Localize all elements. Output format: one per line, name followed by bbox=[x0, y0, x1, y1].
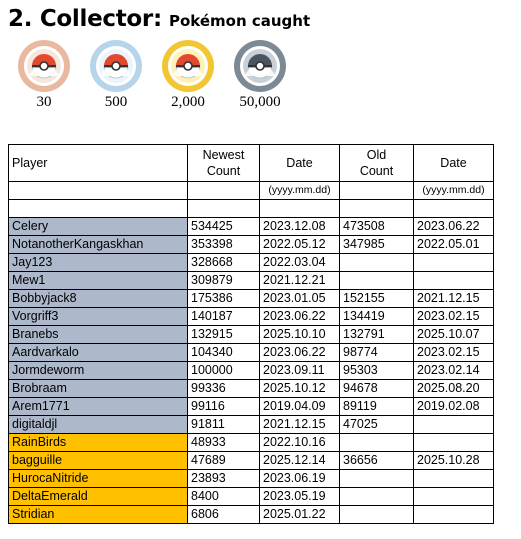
table-row bbox=[9, 452, 494, 470]
table-row bbox=[9, 470, 494, 488]
medal-threshold-label: 500 bbox=[104, 94, 128, 110]
newest-count-cell: 104340 bbox=[188, 344, 260, 362]
player-name-cell: digitaldjl bbox=[9, 416, 188, 434]
table-row bbox=[9, 506, 494, 524]
newest-count-cell: 6806 bbox=[188, 506, 260, 524]
newest-count-cell: 8400 bbox=[188, 488, 260, 506]
table-row bbox=[9, 434, 494, 452]
date-cell: 2025.10.12 bbox=[260, 380, 340, 398]
newest-count-header bbox=[188, 145, 260, 182]
date-cell: 2023.05.19 bbox=[260, 488, 340, 506]
leaderboard-table bbox=[8, 144, 494, 524]
table-row bbox=[9, 236, 494, 254]
date-cell: 2021.12.15 bbox=[260, 416, 340, 434]
medal-threshold-label: 50,000 bbox=[239, 94, 281, 110]
newest-count-cell: 175386 bbox=[188, 290, 260, 308]
player-name-cell: Vorgriff3 bbox=[9, 308, 188, 326]
old-date-cell bbox=[414, 506, 494, 524]
pokeball-medal-icon bbox=[160, 38, 216, 94]
old-header-line1: Old bbox=[366, 148, 387, 162]
old-date-cell: 2019.02.08 bbox=[414, 398, 494, 416]
newest-header-line1: Newest bbox=[202, 148, 245, 162]
old-count-cell bbox=[340, 488, 414, 506]
old-count-cell: 98774 bbox=[340, 344, 414, 362]
table-row bbox=[9, 272, 494, 290]
old-date-cell: 2022.05.01 bbox=[414, 236, 494, 254]
old-count-cell bbox=[340, 272, 414, 290]
old-date-cell bbox=[414, 488, 494, 506]
old-count-cell: 89119 bbox=[340, 398, 414, 416]
player-name-cell: Aardvarkalo bbox=[9, 344, 188, 362]
spacer-cell bbox=[260, 200, 340, 218]
newest-count-cell: 140187 bbox=[188, 308, 260, 326]
section-heading: 2. Collector: bbox=[8, 6, 162, 32]
player-header: Player bbox=[9, 145, 188, 182]
old-date-cell: 2023.02.15 bbox=[414, 344, 494, 362]
player-name-cell: NotanotherKangaskhan bbox=[9, 236, 188, 254]
page-title bbox=[8, 6, 310, 32]
player-name-cell: Jormdeworm bbox=[9, 362, 188, 380]
player-name-cell: Jay123 bbox=[9, 254, 188, 272]
player-name-cell: Mew1 bbox=[9, 272, 188, 290]
newest-count-cell: 132915 bbox=[188, 326, 260, 344]
player-name-cell: Celery bbox=[9, 218, 188, 236]
table-row bbox=[9, 488, 494, 506]
date-cell: 2025.12.14 bbox=[260, 452, 340, 470]
old-count-cell: 47025 bbox=[340, 416, 414, 434]
old-date-cell: 2023.02.15 bbox=[414, 308, 494, 326]
old-date-cell bbox=[414, 470, 494, 488]
old-count-cell: 134419 bbox=[340, 308, 414, 326]
old-count-cell: 94678 bbox=[340, 380, 414, 398]
old-date-cell: 2021.12.15 bbox=[414, 290, 494, 308]
spacer-cell bbox=[340, 200, 414, 218]
date-cell: 2023.12.08 bbox=[260, 218, 340, 236]
date-cell: 2022.05.12 bbox=[260, 236, 340, 254]
old-date-cell bbox=[414, 434, 494, 452]
date-cell: 2023.06.19 bbox=[260, 470, 340, 488]
table-row bbox=[9, 398, 494, 416]
medal-gold bbox=[156, 38, 220, 118]
date-cell: 2022.03.04 bbox=[260, 254, 340, 272]
player-name-cell: Brobraam bbox=[9, 380, 188, 398]
date-format-note: (yyyy.mm.dd) bbox=[260, 182, 340, 200]
pokeball-medal-icon bbox=[232, 38, 288, 94]
medal-bronze bbox=[12, 38, 76, 118]
old-date-cell: 2025.08.20 bbox=[414, 380, 494, 398]
format-row bbox=[9, 182, 494, 200]
old-date-cell: 2025.10.28 bbox=[414, 452, 494, 470]
old-count-cell bbox=[340, 506, 414, 524]
old-date-cell bbox=[414, 416, 494, 434]
newest-count-cell: 309879 bbox=[188, 272, 260, 290]
medal-threshold-label: 2,000 bbox=[171, 94, 205, 110]
old-count-cell: 95303 bbox=[340, 362, 414, 380]
table-row bbox=[9, 254, 494, 272]
format-cell bbox=[340, 182, 414, 200]
old-count-cell bbox=[340, 434, 414, 452]
newest-count-cell: 534425 bbox=[188, 218, 260, 236]
table-row bbox=[9, 380, 494, 398]
spacer-row bbox=[9, 200, 494, 218]
old-count-cell bbox=[340, 254, 414, 272]
newest-count-cell: 100000 bbox=[188, 362, 260, 380]
date-header: Date bbox=[260, 145, 340, 182]
old-count-header bbox=[340, 145, 414, 182]
table-row bbox=[9, 290, 494, 308]
player-name-cell: Arem1771 bbox=[9, 398, 188, 416]
spacer-cell bbox=[9, 200, 188, 218]
old-date-cell: 2023.02.14 bbox=[414, 362, 494, 380]
table-row bbox=[9, 218, 494, 236]
newest-count-cell: 47689 bbox=[188, 452, 260, 470]
table-row bbox=[9, 416, 494, 434]
old-date-format-note: (yyyy.mm.dd) bbox=[414, 182, 494, 200]
player-name-cell: Branebs bbox=[9, 326, 188, 344]
table-row bbox=[9, 362, 494, 380]
date-cell: 2025.01.22 bbox=[260, 506, 340, 524]
newest-count-cell: 99116 bbox=[188, 398, 260, 416]
newest-count-cell: 48933 bbox=[188, 434, 260, 452]
old-date-header: Date bbox=[414, 145, 494, 182]
old-header-line2: Count bbox=[359, 164, 394, 178]
old-date-cell bbox=[414, 272, 494, 290]
newest-count-cell: 99336 bbox=[188, 380, 260, 398]
pokeball-medal-icon bbox=[16, 38, 72, 94]
date-cell: 2021.12.21 bbox=[260, 272, 340, 290]
old-count-cell: 132791 bbox=[340, 326, 414, 344]
medal-silver bbox=[84, 38, 148, 118]
newest-count-cell: 353398 bbox=[188, 236, 260, 254]
newest-count-cell: 91811 bbox=[188, 416, 260, 434]
medal-threshold-label: 30 bbox=[36, 94, 52, 110]
old-count-cell: 152155 bbox=[340, 290, 414, 308]
header-row bbox=[9, 145, 494, 182]
newest-count-cell: 23893 bbox=[188, 470, 260, 488]
table-row bbox=[9, 308, 494, 326]
spacer-cell bbox=[188, 200, 260, 218]
date-cell: 2019.04.09 bbox=[260, 398, 340, 416]
old-date-cell: 2023.06.22 bbox=[414, 218, 494, 236]
player-name-cell: Stridian bbox=[9, 506, 188, 524]
old-date-cell bbox=[414, 254, 494, 272]
pokeball-medal-icon bbox=[88, 38, 144, 94]
old-date-cell: 2025.10.07 bbox=[414, 326, 494, 344]
old-count-cell bbox=[340, 470, 414, 488]
newest-count-cell: 328668 bbox=[188, 254, 260, 272]
date-cell: 2023.01.05 bbox=[260, 290, 340, 308]
player-name-cell: bagguille bbox=[9, 452, 188, 470]
section-subheading: Pokémon caught bbox=[168, 12, 311, 30]
format-cell bbox=[188, 182, 260, 200]
spacer-cell bbox=[414, 200, 494, 218]
date-cell: 2023.06.22 bbox=[260, 344, 340, 362]
date-cell: 2022.10.16 bbox=[260, 434, 340, 452]
player-name-cell: Bobbyjack8 bbox=[9, 290, 188, 308]
format-cell bbox=[9, 182, 188, 200]
player-name-cell: DeltaEmerald bbox=[9, 488, 188, 506]
medal-platinum bbox=[228, 38, 292, 118]
date-cell: 2023.06.22 bbox=[260, 308, 340, 326]
player-name-cell: RainBirds bbox=[9, 434, 188, 452]
date-cell: 2025.10.10 bbox=[260, 326, 340, 344]
old-count-cell: 347985 bbox=[340, 236, 414, 254]
table-row bbox=[9, 344, 494, 362]
table-row bbox=[9, 326, 494, 344]
newest-header-line2: Count bbox=[206, 164, 241, 178]
player-name-cell: HurocaNitride bbox=[9, 470, 188, 488]
date-cell: 2023.09.11 bbox=[260, 362, 340, 380]
old-count-cell: 473508 bbox=[340, 218, 414, 236]
old-count-cell: 36656 bbox=[340, 452, 414, 470]
